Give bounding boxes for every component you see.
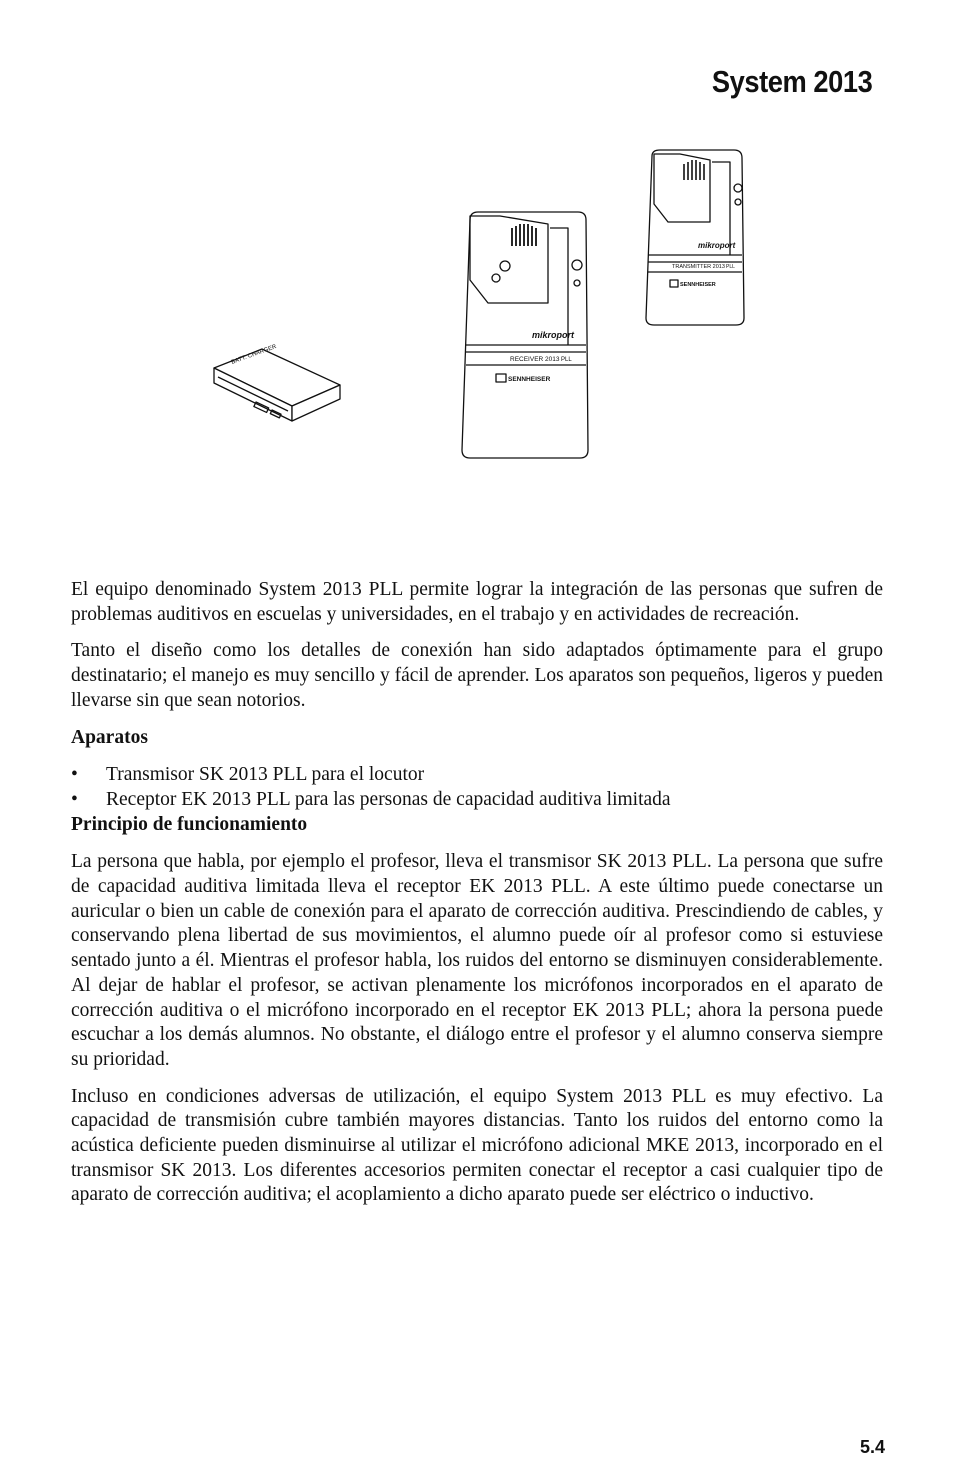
receiver-maker: SENNHEISER xyxy=(508,376,551,383)
product-illustration xyxy=(0,140,954,470)
page-title: System 2013 xyxy=(711,64,872,99)
main-content xyxy=(71,578,883,1220)
transmitter-maker: SENNHEISER xyxy=(680,282,716,288)
intro-paragraph: Tanto el diseño como los detalles de conexión han sido adaptados óptimamente para el grupo destinatario; el manejo es muy sencillo y fácil de aprender. Los aparatos son pequeños, ligeros y pueden llevarse sin que sean notorios. xyxy=(71,640,883,711)
transmitter-unit xyxy=(646,150,744,325)
receiver-model: RECEIVER 2013 xyxy=(510,356,560,363)
transmitter-model-suffix: PLL xyxy=(726,264,735,270)
section-heading-aparatos: Aparatos xyxy=(71,726,148,748)
aparatos-list xyxy=(71,763,883,812)
section-heading-principio: Principio de funcionamiento xyxy=(71,813,308,835)
charger-unit xyxy=(214,344,340,421)
receiver-brand: mikroport xyxy=(532,330,575,340)
charger-label: BATT. CHARGER xyxy=(230,343,278,366)
principio-paragraph: Incluso en condiciones adversas de utilización, el equipo System 2013 PLL es muy efectivo. La capacidad de transmisión cubre también mayores distancias. Tanto los ruidos del entorno como la acústica deficiente pueden disminuirse al utilizar el micrófono adicional MKE 2013, incorporado en el transmisor SK 2013. Los diferentes accesorios permiten conectar el receptor a casi cualquier tipo de aparato de corrección auditiva; el acoplamiento a dicho aparato puede ser eléctrico o inductivo. xyxy=(71,1085,883,1206)
transmitter-model: TRANSMITTER 2013 xyxy=(672,264,725,270)
principio-paragraph: La persona que habla, por ejemplo el profesor, lleva el transmisor SK 2013 PLL. La persona que sufre de capacidad auditiva limitada lleva el receptor EK 2013 PLL. A este último puede conectarse un auricular o bien un cable de conexión para el aparato de corrección auditiva. Prescindiendo de cables, y conservando plena libertad de sus movimientos, el alumno puede oír al profesor como si estuviese sentado junto a él. Mientras el profesor habla, los ruidos del entorno se disminuyen considerablemente. Al dejar de hablar el profesor, se activan plenamente los micrófonos incorporados en el aparato de corrección auditiva o el micrófono incorporado en el receptor EK 2013 PLL; ahora la persona puede escuchar a los demás alumnos. No obstante, el diálogo entre el profesor y el alumno conserva siempre su prioridad. xyxy=(71,851,883,1070)
list-item: • Transmisor SK 2013 PLL para el locutor xyxy=(71,763,883,788)
page-number: 5.4 xyxy=(860,1437,886,1457)
receiver-unit xyxy=(462,212,588,458)
intro-paragraph: El equipo denominado System 2013 PLL permite lograr la integración de las personas que sufren de problemas auditivos en escuelas y universidades, en el trabajo y en actividades de recreación. xyxy=(71,579,883,625)
transmitter-brand: mikroport xyxy=(698,241,736,250)
list-item: • Receptor EK 2013 PLL para las personas de capacidad auditiva limitada xyxy=(71,788,883,813)
receiver-model-suffix: PLL xyxy=(561,357,572,363)
